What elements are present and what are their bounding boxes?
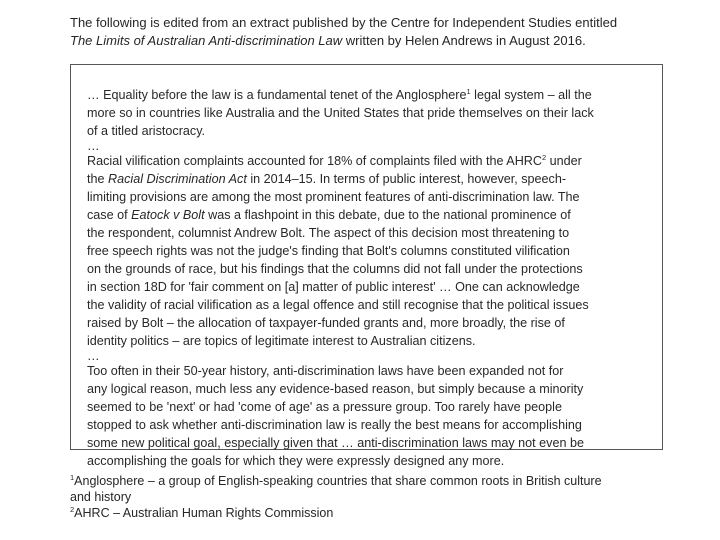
footnote-1-line-1 [70, 473, 680, 489]
footnote-ref-1: 1 [466, 87, 471, 96]
ellipsis-1: … [87, 139, 100, 153]
footnotes [70, 473, 680, 521]
p3-line-3: seemed to be 'next' or had 'come of age' as a pressure group. Too rarely have people [87, 400, 562, 414]
p2-line-4-a: case of [87, 208, 132, 222]
footnote-1-line-2: and history [70, 490, 132, 504]
p2-line-2 [87, 170, 657, 188]
p2-line-7: on the grounds of race, but his findings that the columns did not fall under the protections [87, 262, 583, 276]
footnote-ref-2: 2 [542, 153, 547, 162]
p2-line-6: free speech rights was not the judge's finding that Bolt's columns constituted vilification [87, 244, 570, 258]
publication-title: The Limits of Australian Anti-discrimination Law [70, 33, 343, 48]
p2-line-4 [87, 206, 657, 224]
p1-line-1 [87, 86, 657, 104]
p3-line-2: any logical reason, much less any evidence-based reason, but simply because a minority [87, 382, 584, 396]
p2-line-1 [87, 152, 657, 170]
p3-line-1: Too often in their 50-year history, anti-discrimination laws have been expanded not for [87, 364, 564, 378]
p3-line-6: accomplishing the goals for which they were expressly designed any more. [87, 454, 505, 468]
p1-line-1-text: … Equality before the law is a fundamental tenet of the Anglosphere [87, 88, 467, 102]
p2-line-8: in section 18D for 'fair comment on [a] matter of public interest' … One can acknowledge [87, 280, 580, 294]
intro-paragraph [70, 14, 680, 50]
act-title: Racial Discrimination Act [108, 172, 247, 186]
footnote-1-number: 1 [70, 473, 75, 482]
p1-line-3: of a titled aristocracy. [87, 124, 206, 138]
p2-line-10: raised by Bolt – the allocation of taxpayer-funded grants and, more broadly, the rise of [87, 316, 565, 330]
case-name: Eatock v Bolt [131, 208, 205, 222]
p2-line-3: limiting provisions are among the most prominent features of anti-discrimination law. The [87, 190, 580, 204]
footnote-2-number: 2 [70, 505, 75, 514]
footnote-1-text: Anglosphere – a group of English-speaking countries that share common roots in British culture [74, 474, 602, 488]
footnote-2-text: AHRC – Australian Human Rights Commission [74, 506, 334, 520]
p2-line-1-tail: under [546, 154, 582, 168]
intro-line-1: The following is edited from an extract published by the Centre for Independent Studies entitled [70, 15, 618, 30]
intro-line-2 [70, 32, 680, 50]
intro-line-2-rest: written by Helen Andrews in August 2016. [342, 33, 586, 48]
p2-line-4-b: was a flashpoint in this debate, due to the national prominence of [204, 208, 571, 222]
p2-line-2-a: the [87, 172, 109, 186]
p1-line-2: more so in countries like Australia and the United States that pride themselves on their lack [87, 106, 594, 120]
footnote-2 [70, 505, 680, 521]
p2-line-1-text: Racial vilification complaints accounted for 18% of complaints filed with the AHRC [87, 154, 542, 168]
p2-line-5: the respondent, columnist Andrew Bolt. The aspect of this decision most threatening to [87, 226, 570, 240]
p1-line-1-tail: legal system – all the [470, 88, 592, 102]
ellipsis-2: … [87, 349, 100, 363]
extract-text [87, 86, 657, 470]
p2-line-11: identity politics – are topics of legitimate interest to Australian citizens. [87, 334, 476, 348]
p3-line-4: stopped to ask whether anti-discrimination law is really the best means for accomplishing [87, 418, 582, 432]
p2-line-9: the validity of racial vilification as a legal offence and still recognise that the political issues [87, 298, 589, 312]
p3-line-5: some new political goal, especially given that … anti-discrimination laws may not even be [87, 436, 584, 450]
p2-line-2-b: in 2014–15. In terms of public interest, however, speech- [246, 172, 567, 186]
